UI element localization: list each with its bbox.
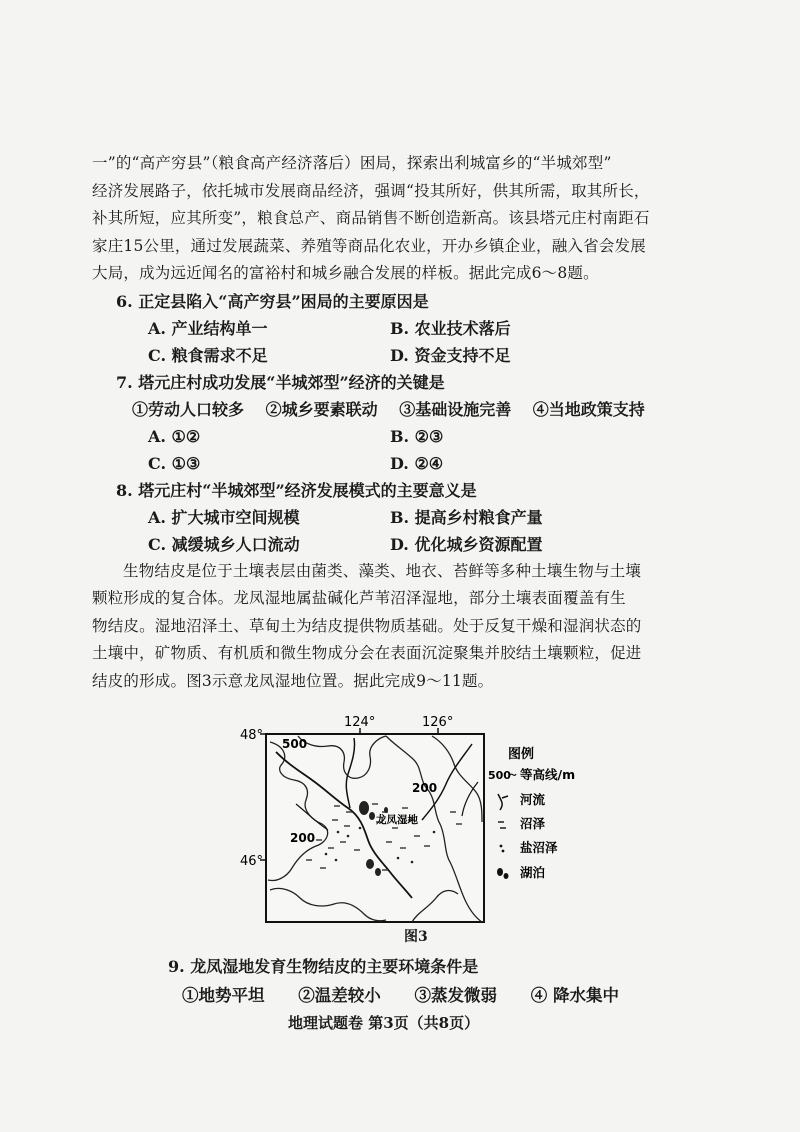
statement-9-4: ④ 降水集中 xyxy=(530,986,619,1005)
option-7D: D. ②④ xyxy=(390,453,444,473)
passage-2-line: 土壤中，矿物质、有机质和微生物成分会在表面沉淀聚集并胶结土壤颗粒，促进 xyxy=(92,644,642,662)
place-label: 龙凤湿地 xyxy=(376,814,418,826)
passage-2-line: 颗粒形成的复合体。龙凤湿地属盐碱化芦苇沼泽湿地，部分土壤表面覆盖有生 xyxy=(92,589,626,607)
legend-label: 等高线/m xyxy=(520,767,576,782)
map-svg xyxy=(236,712,576,952)
contour-label: 500 xyxy=(282,737,308,751)
question-7-stem: 7. 塔元庄村成功发展“半城郊型”经济的关键是 xyxy=(116,372,445,392)
lake-icon xyxy=(497,868,509,879)
legend-contour-prefix: 500 xyxy=(488,769,511,782)
legend-label: 盐沼泽 xyxy=(520,840,558,855)
option-8B: B. 提高乡村粮食产量 xyxy=(390,507,543,527)
contour-label: 200 xyxy=(290,831,316,845)
question-7-statements xyxy=(132,396,712,423)
question-6-options-row1 xyxy=(148,315,712,342)
option-6A: A. 产业结构单一 xyxy=(148,318,268,338)
lon-label: 124° xyxy=(344,715,376,730)
exam-page xyxy=(92,150,712,695)
passage-1-line: 家庄15公里，通过发展蔬菜、养殖等商品化农业，开办乡镇企业，融入省会发展 xyxy=(92,236,646,255)
passage-1-line: 经济发展路子，依托城市发展商品经济，强调“投其所好，供其所需，取其所长， xyxy=(92,181,650,200)
legend-label: 湖泊 xyxy=(520,865,546,880)
salt-marsh-icon xyxy=(500,845,505,853)
river-icon xyxy=(498,794,508,810)
statement-9-3: ③蒸发微弱 xyxy=(414,986,497,1005)
passage-1-line: 大局，成为远近闻名的富裕村和城乡融合发展的样板。据此完成6～8题。 xyxy=(92,264,599,282)
option-7B: B. ②③ xyxy=(390,426,444,446)
question-6-options-row2 xyxy=(148,342,712,369)
marsh-icon xyxy=(498,822,506,828)
statement-7-2: ②城乡要素联动 xyxy=(265,399,378,419)
statement-7-1: ①劳动人口较多 xyxy=(132,399,245,419)
option-6D: D. 资金支持不足 xyxy=(390,345,511,365)
contour-label: 200 xyxy=(412,781,438,795)
question-7-options-row2 xyxy=(148,450,712,477)
question-9-stem: 9. 龙凤湿地发育生物结皮的主要环境条件是 xyxy=(168,957,479,976)
passage-1-line: 补其所短，应其所变”，粮食总产、商品销售不断创造新高。该县塔元庄村南距石 xyxy=(92,209,650,227)
lat-label: 46° xyxy=(240,854,264,869)
question-6-stem: 6. 正定县陷入“高产穷县”困局的主要原因是 xyxy=(116,291,429,311)
legend-title: 图例 xyxy=(508,747,535,762)
question-8-options-row2 xyxy=(148,531,712,558)
passage-2-line: 结皮的形成。图3示意龙凤湿地位置。据此完成9～11题。 xyxy=(92,671,494,690)
lat-label: 48° xyxy=(240,728,264,743)
option-8D: D. 优化城乡资源配置 xyxy=(390,534,543,554)
map-frame xyxy=(266,734,484,922)
option-6C: C. 粮食需求不足 xyxy=(148,345,268,365)
question-7-options-row1 xyxy=(148,423,712,450)
passage-1-line: 一”的“高产穷县”（粮食高产经济落后）困局，探索出利城富乡的“半城郊型” xyxy=(92,154,612,172)
legend-label: 沼泽 xyxy=(520,816,546,831)
passage-2-line: 生物结皮是位于土壤表层由菌类、藻类、地衣、苔鲜等多种土壤生物与土壤 xyxy=(123,561,642,580)
passage-2 xyxy=(92,558,712,696)
map-legend xyxy=(488,746,575,880)
option-8A: A. 扩大城市空间规模 xyxy=(148,507,300,527)
question-8-stem: 8. 塔元庄村“半城郊型”经济发展模式的主要意义是 xyxy=(116,480,477,500)
lon-label: 126° xyxy=(422,715,454,730)
statement-7-3: ③基础设施完善 xyxy=(399,399,512,419)
option-8C: C. 减缓城乡人口流动 xyxy=(148,534,300,554)
question-8-options-row1 xyxy=(148,504,712,531)
option-7C: C. ①③ xyxy=(148,453,201,473)
option-6B: B. 农业技术落后 xyxy=(390,318,511,338)
figure-caption: 图3 xyxy=(404,929,428,945)
statement-7-4: ④当地政策支持 xyxy=(532,399,645,419)
page-footer: 地理试题卷 第3页（共8页） xyxy=(288,1014,480,1032)
legend-label: 河流 xyxy=(520,792,546,807)
option-7A: A. ①② xyxy=(148,426,201,446)
passage-2-line: 物结皮。湿地沼泽土、草甸土为结皮提供物质基础。处于反复干燥和湿润状态的 xyxy=(92,616,642,635)
passage-1 xyxy=(92,150,712,288)
question-9-statements xyxy=(182,982,647,1006)
figure-3-map xyxy=(236,712,576,952)
statement-9-2: ②温差较小 xyxy=(298,986,381,1005)
statement-9-1: ①地势平坦 xyxy=(182,986,265,1005)
